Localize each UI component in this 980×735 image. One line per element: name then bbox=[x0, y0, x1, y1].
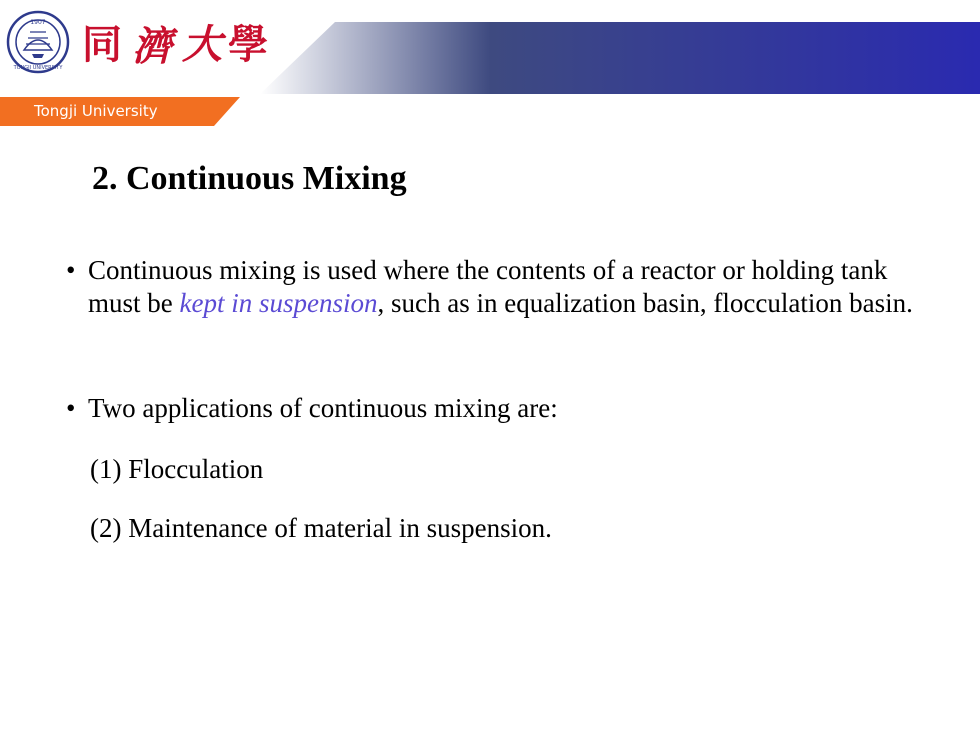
slide-title: 2. Continuous Mixing bbox=[92, 160, 407, 197]
bullet-text bbox=[88, 254, 946, 320]
bullet-text: Two applications of continuous mixing are: bbox=[88, 393, 558, 423]
svg-text:大: 大 bbox=[182, 21, 222, 68]
bullet-item bbox=[66, 392, 946, 425]
bullet-text-part: Continuous mixing is used where the contents of a reactor or holding tank must be bbox=[88, 255, 888, 318]
bullet-marker: • bbox=[66, 255, 76, 285]
svg-text:濟: 濟 bbox=[132, 23, 172, 70]
svg-text:TONGJI UNIVERSITY: TONGJI UNIVERSITY bbox=[13, 65, 63, 71]
svg-text:同: 同 bbox=[82, 21, 122, 68]
header-blue-band bbox=[260, 22, 980, 94]
sub-list-item: (1) Flocculation bbox=[90, 454, 264, 484]
bullet-text-part: , such as in equalization basin, flocculation basin. bbox=[377, 288, 913, 318]
university-name-label: Tongji University bbox=[34, 102, 158, 120]
bullet-item bbox=[66, 254, 946, 320]
bullet-marker: • bbox=[66, 393, 76, 423]
university-wordmark-logo bbox=[76, 14, 276, 70]
svg-text:學: 學 bbox=[228, 21, 268, 68]
svg-text:1907: 1907 bbox=[30, 19, 46, 26]
sub-list-item: (2) Maintenance of material in suspension. bbox=[90, 513, 552, 543]
university-seal-logo bbox=[6, 10, 70, 74]
emphasized-phrase: kept in suspension bbox=[179, 288, 378, 318]
